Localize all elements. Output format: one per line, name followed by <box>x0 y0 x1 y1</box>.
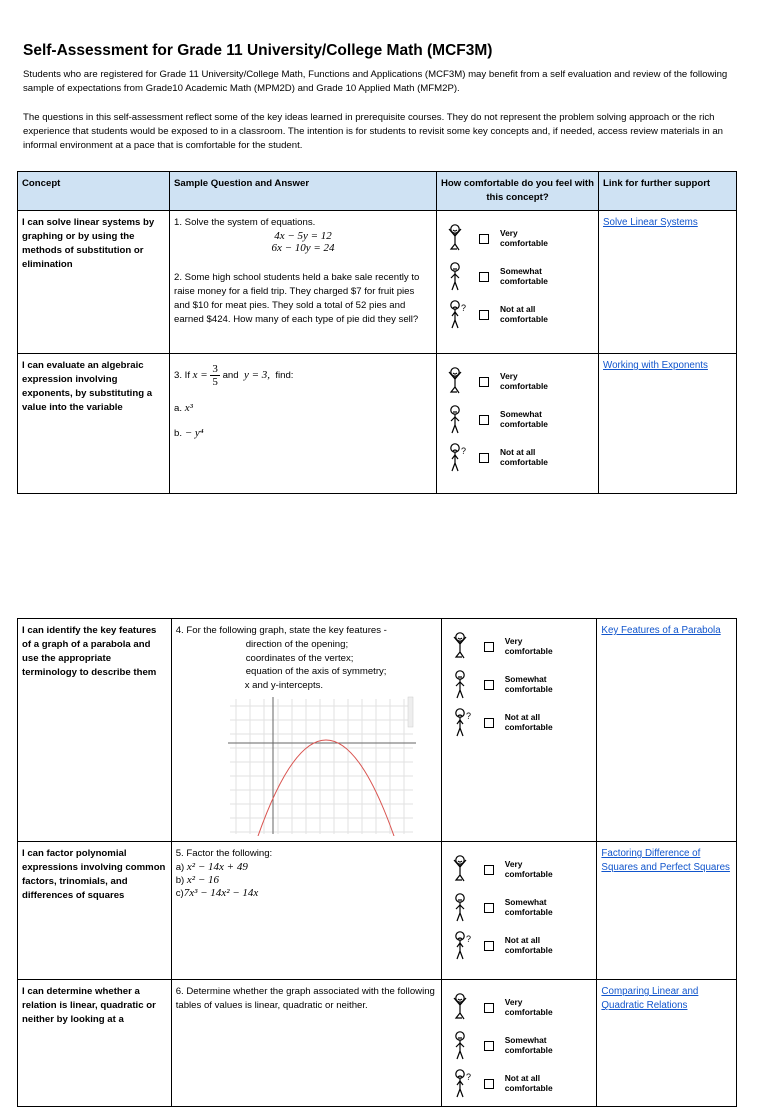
comfort-label: Not at all comfortable <box>504 1073 553 1093</box>
stick-figure-icon <box>450 992 476 1026</box>
table-row <box>18 211 737 354</box>
comfort-option <box>442 892 597 930</box>
comfort-label: Not at all comfortable <box>500 447 548 467</box>
comfort-label: Not at all comfortable <box>504 935 553 955</box>
list-item: coordinates of the vertex; <box>245 652 354 664</box>
page-title: Self-Assessment for Grade 11 University/College Math (MCF3M) <box>23 42 493 59</box>
assessment-table-2 <box>17 618 737 1107</box>
svg-text:?: ? <box>465 1072 471 1082</box>
comfort-checkbox[interactable] <box>484 865 494 875</box>
concept-cell: I can determine whether a relation is linear, quadratic or neither by looking at a <box>18 980 172 1107</box>
list-item: direction of the opening; <box>245 639 349 650</box>
part-label: a. <box>174 403 183 414</box>
comfort-option <box>437 404 598 442</box>
math-text: y = 3, <box>243 369 270 382</box>
fraction-numerator: 3 <box>212 363 218 375</box>
comfort-label: Not at all comfortable <box>500 304 548 324</box>
stick-figure-icon <box>450 669 476 703</box>
assessment-table-1 <box>17 171 737 494</box>
comfort-options <box>437 354 598 480</box>
comfort-option <box>437 223 598 261</box>
stick-figure-icon <box>450 1030 476 1064</box>
comfort-options <box>437 211 598 337</box>
comfort-options <box>442 980 597 1106</box>
comfort-option <box>442 707 597 745</box>
stick-figure-icon <box>450 892 476 926</box>
question-3: 3. If <box>174 370 190 382</box>
comfort-checkbox[interactable] <box>479 415 489 425</box>
part-label: c) <box>175 888 184 899</box>
question-2: 2. Some high school students held a bake sale recently to raise money for a field trip. They charged $7 for fruit pies and $10 for meat pies. They sold a total of 52 pies and earned $424. How many of each type of pie did they sell? <box>174 272 420 325</box>
link-factoring[interactable]: Factoring Difference of Squares and Perfect Squares <box>601 848 730 873</box>
math-text: x = <box>192 369 208 382</box>
table-row <box>18 980 737 1107</box>
comfort-label: Somewhat comfortable <box>504 1035 553 1055</box>
comfort-label: Somewhat comfortable <box>504 897 553 917</box>
comfort-label: Somewhat comfortable <box>500 409 548 429</box>
comfort-option <box>437 299 598 337</box>
comfort-option <box>442 992 597 1030</box>
table-row <box>18 619 737 842</box>
list-item: x and y-intercepts. <box>244 679 324 691</box>
comfort-checkbox[interactable] <box>484 642 494 652</box>
comfort-option <box>442 930 597 968</box>
intro-paragraph-2: The questions in this self-assessment reflect some of the key ideas learned in prerequisite courses. They do not represent the problem solving approach or the rich experience that students would be exposed to in a classroom. The intention is for students to revisit some key concepts and, if needed, access review materials in an informal environment at a pace that is comfortable for the student. <box>23 112 724 151</box>
stick-figure-icon <box>450 930 476 964</box>
table-row <box>18 354 737 494</box>
comfort-option <box>437 366 598 404</box>
equation: 6x − 10y = 24 <box>271 242 335 254</box>
table-row <box>18 842 737 980</box>
comfort-checkbox[interactable] <box>484 1003 494 1013</box>
comfort-option <box>437 261 598 299</box>
stick-figure-icon <box>445 366 471 400</box>
comfort-label: Very comfortable <box>500 371 548 391</box>
comfort-option <box>442 854 597 892</box>
header-comfort: How comfortable do you feel with this concept? <box>437 172 599 211</box>
graph-toolbar <box>408 697 413 727</box>
math-text: − y⁴ <box>184 427 204 439</box>
fraction-denominator: 5 <box>212 376 218 388</box>
question-cell <box>171 842 441 980</box>
comfort-label: Very comfortable <box>504 997 553 1017</box>
list-item: equation of the axis of symmetry; <box>245 666 387 677</box>
comfort-cell <box>437 211 599 354</box>
svg-text:?: ? <box>461 446 467 456</box>
link-key-features-parabola[interactable]: Key Features of a Parabola <box>601 625 721 636</box>
stick-figure-icon <box>450 631 476 665</box>
question-5: 5. Factor the following: <box>175 848 273 859</box>
stick-figure-icon <box>450 707 476 741</box>
comfort-label: Somewhat comfortable <box>504 674 553 694</box>
svg-text:?: ? <box>465 934 471 944</box>
part-label: b. <box>174 428 183 439</box>
comfort-checkbox[interactable] <box>479 453 489 463</box>
header-link: Link for further support <box>599 172 737 211</box>
svg-text:?: ? <box>465 711 471 721</box>
link-working-with-exponents[interactable]: Working with Exponents <box>603 360 708 371</box>
stick-figure-icon <box>445 223 471 257</box>
comfort-checkbox[interactable] <box>484 718 494 728</box>
comfort-checkbox[interactable] <box>484 903 494 913</box>
comfort-option <box>442 1030 597 1068</box>
question-cell <box>170 354 437 494</box>
header-concept: Concept <box>18 172 170 211</box>
comfort-checkbox[interactable] <box>484 1079 494 1089</box>
text: and <box>222 370 239 382</box>
math-text: 7x³ − 14x² − 14x <box>183 887 259 899</box>
concept-cell: I can solve linear systems by graphing or by using the methods of substitution or elimination <box>18 211 170 354</box>
concept-cell: I can evaluate an algebraic expression involving exponents, by substituting a value into the variable <box>18 354 170 494</box>
text: find: <box>275 370 294 382</box>
svg-text:?: ? <box>461 303 467 313</box>
comfort-label: Very comfortable <box>500 228 548 248</box>
link-comparing-relations[interactable]: Comparing Linear and Quadratic Relations <box>601 986 699 1011</box>
question-cell <box>171 619 441 842</box>
comfort-checkbox[interactable] <box>479 377 489 387</box>
question-cell <box>170 211 437 354</box>
comfort-checkbox[interactable] <box>479 234 489 244</box>
parabola-graph <box>228 694 418 836</box>
comfort-option <box>442 631 597 669</box>
part-label: a) <box>175 862 185 873</box>
comfort-checkbox[interactable] <box>484 680 494 690</box>
comfort-label: Not at all comfortable <box>504 712 553 732</box>
math-text: x² − 14x + 49 <box>186 861 248 873</box>
header-sample: Sample Question and Answer <box>170 172 437 211</box>
comfort-cell <box>441 980 597 1107</box>
comfort-option <box>442 669 597 707</box>
comfort-checkbox[interactable] <box>479 310 489 320</box>
equation: 4x − 5y = 12 <box>274 230 332 242</box>
stick-figure-icon <box>445 299 471 333</box>
comfort-options <box>442 842 597 968</box>
question-cell: 6. Determine whether the graph associated with the following tables of values is linear, quadratic or neither. <box>171 980 441 1107</box>
comfort-cell <box>437 354 599 494</box>
comfort-option <box>437 442 598 480</box>
question-1: 1. Solve the system of equations. <box>174 217 316 228</box>
stick-figure-icon <box>450 854 476 888</box>
concept-cell: I can identify the key features of a graph of a parabola and use the appropriate terminology to describe them <box>18 619 172 842</box>
link-solve-linear-systems[interactable]: Solve Linear Systems <box>603 217 698 228</box>
question-4: 4. For the following graph, state the key features - <box>175 625 387 636</box>
comfort-checkbox[interactable] <box>479 272 489 282</box>
concept-cell: I can factor polynomial expressions involving common factors, trinomials, and differences of squares <box>18 842 172 980</box>
comfort-label: Very comfortable <box>504 859 553 879</box>
feature-list <box>176 638 437 692</box>
comfort-option <box>442 1068 597 1106</box>
stick-figure-icon <box>445 261 471 295</box>
math-text: x³ <box>184 402 193 414</box>
comfort-checkbox[interactable] <box>484 941 494 951</box>
math-text: x² − 16 <box>186 874 220 886</box>
comfort-label: Somewhat comfortable <box>500 266 548 286</box>
intro-paragraph: Students who are registered for Grade 11 University/College Math, Functions and Applications (MCF3M) may benefit from a self evaluation and review of the following sample of expectations from Grade10 Academic Math (MPM2D) and Grade 10 Applied Math (MFM2P). <box>23 69 728 94</box>
comfort-checkbox[interactable] <box>484 1041 494 1051</box>
comfort-cell <box>441 842 597 980</box>
stick-figure-icon <box>445 404 471 438</box>
comfort-options <box>442 619 597 745</box>
part-label: b) <box>175 875 185 886</box>
stick-figure-icon <box>450 1068 476 1102</box>
stick-figure-icon <box>445 442 471 476</box>
comfort-label: Very comfortable <box>504 636 553 656</box>
comfort-cell <box>441 619 597 842</box>
